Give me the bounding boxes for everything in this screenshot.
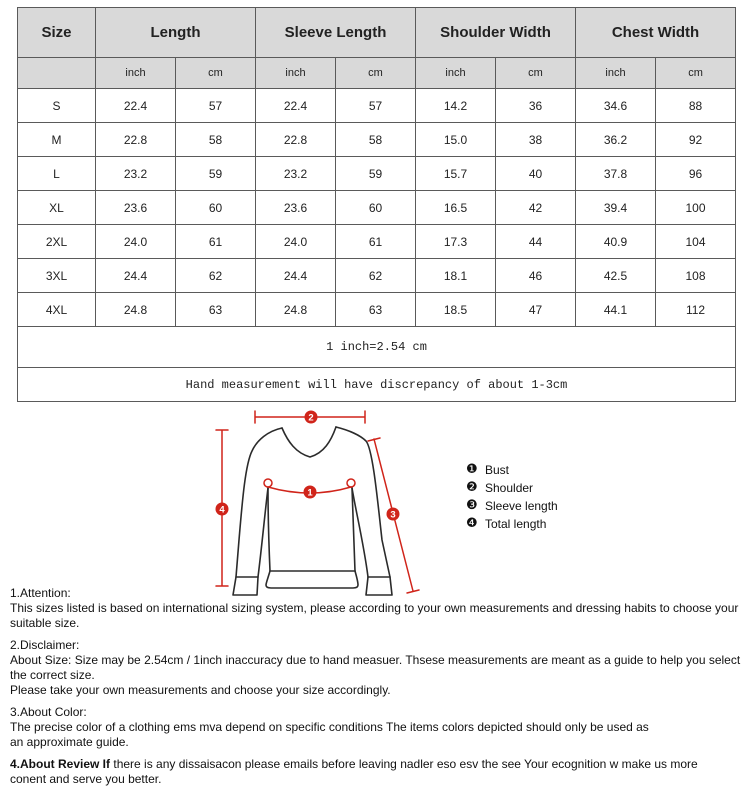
footnote-heading: 4.About Review If bbox=[10, 757, 111, 771]
cell: 39.4 bbox=[576, 191, 656, 225]
size-label: S bbox=[18, 89, 96, 123]
circled-2-icon: ❷ bbox=[466, 480, 478, 495]
cell: 23.6 bbox=[256, 191, 336, 225]
cell: 104 bbox=[656, 225, 736, 259]
legend-item-total-length bbox=[466, 515, 558, 533]
cell: 44.1 bbox=[576, 293, 656, 327]
cell: 92 bbox=[656, 123, 736, 157]
cell: 23.6 bbox=[96, 191, 176, 225]
footnote-heading: 2.Disclaimer: bbox=[10, 638, 80, 652]
table-row bbox=[18, 191, 736, 225]
size-label: 3XL bbox=[18, 259, 96, 293]
circled-4-icon: ❹ bbox=[466, 516, 478, 531]
legend-label: Total length bbox=[485, 517, 547, 531]
footnote-line: there is any dissaisacon please emails before leaving nadler eso esv the see Your ecognition w make us more bbox=[113, 757, 698, 771]
unit-header-empty bbox=[18, 58, 96, 89]
legend-item-shoulder bbox=[466, 479, 558, 497]
cell: 15.0 bbox=[416, 123, 496, 157]
cell: 23.2 bbox=[96, 157, 176, 191]
cell: 60 bbox=[176, 191, 256, 225]
size-label: XL bbox=[18, 191, 96, 225]
cell: 63 bbox=[336, 293, 416, 327]
table-row bbox=[18, 293, 736, 327]
footnote-heading: 1.Attention: bbox=[10, 586, 71, 600]
cell: 58 bbox=[176, 123, 256, 157]
unit-header-inch: inch bbox=[96, 58, 176, 89]
cell: 37.8 bbox=[576, 157, 656, 191]
cell: 44 bbox=[496, 225, 576, 259]
cell: 17.3 bbox=[416, 225, 496, 259]
legend-label: Sleeve length bbox=[485, 499, 558, 513]
footnote-line: conent and serve you better. bbox=[10, 772, 162, 786]
marker-sleeve-length: 3 bbox=[390, 509, 396, 521]
cell: 62 bbox=[336, 259, 416, 293]
size-label: M bbox=[18, 123, 96, 157]
marker-total-length: 4 bbox=[219, 504, 225, 516]
footnote-line bbox=[10, 757, 746, 772]
cell: 18.5 bbox=[416, 293, 496, 327]
cell: 46 bbox=[496, 259, 576, 293]
cell: 16.5 bbox=[416, 191, 496, 225]
cell: 22.8 bbox=[96, 123, 176, 157]
size-label: 4XL bbox=[18, 293, 96, 327]
legend-item-bust bbox=[466, 461, 558, 479]
cell: 14.2 bbox=[416, 89, 496, 123]
unit-header-cm: cm bbox=[496, 58, 576, 89]
cell: 22.4 bbox=[256, 89, 336, 123]
cell: 36.2 bbox=[576, 123, 656, 157]
cell: 47 bbox=[496, 293, 576, 327]
cell: 15.7 bbox=[416, 157, 496, 191]
unit-header-inch: inch bbox=[256, 58, 336, 89]
table-header-row bbox=[18, 8, 736, 58]
table-row bbox=[18, 259, 736, 293]
footnote-line: This sizes listed is based on international sizing system, please according to your own measurements and dressing habits to choose your suitable size. bbox=[10, 601, 739, 630]
cell: 58 bbox=[336, 123, 416, 157]
col-header-length: Length bbox=[96, 8, 256, 58]
legend-label: Bust bbox=[485, 463, 510, 477]
unit-header-cm: cm bbox=[336, 58, 416, 89]
cell: 24.8 bbox=[96, 293, 176, 327]
table-row bbox=[18, 89, 736, 123]
table-note-row bbox=[18, 368, 736, 402]
circled-1-icon: ❶ bbox=[466, 462, 478, 477]
cell: 24.0 bbox=[256, 225, 336, 259]
cell: 96 bbox=[656, 157, 736, 191]
footnote-line: an approximate guide. bbox=[10, 735, 129, 749]
cell: 24.0 bbox=[96, 225, 176, 259]
col-header-size: Size bbox=[18, 8, 96, 58]
footnote-about-review bbox=[10, 757, 746, 787]
unit-header-inch: inch bbox=[576, 58, 656, 89]
footnote-disclaimer bbox=[10, 638, 746, 698]
cell: 22.4 bbox=[96, 89, 176, 123]
footnote-line: Please take your own measurements and choose your size accordingly. bbox=[10, 683, 391, 697]
col-header-chest-width: Chest Width bbox=[576, 8, 736, 58]
sweater-diagram bbox=[190, 403, 470, 603]
cell: 42 bbox=[496, 191, 576, 225]
inch-conversion-note: 1 inch=2.54 cm bbox=[18, 327, 736, 368]
cell: 60 bbox=[336, 191, 416, 225]
cell: 57 bbox=[336, 89, 416, 123]
size-label: 2XL bbox=[18, 225, 96, 259]
cell: 100 bbox=[656, 191, 736, 225]
legend-label: Shoulder bbox=[485, 481, 534, 495]
circled-3-icon: ❸ bbox=[466, 498, 478, 513]
table-unit-row bbox=[18, 58, 736, 89]
hand-measurement-note: Hand measurement will have discrepancy of about 1-3cm bbox=[18, 368, 736, 402]
diagram-legend bbox=[466, 461, 558, 533]
cell: 24.4 bbox=[96, 259, 176, 293]
cell: 23.2 bbox=[256, 157, 336, 191]
col-header-sleeve-length: Sleeve Length bbox=[256, 8, 416, 58]
cell: 57 bbox=[176, 89, 256, 123]
cell: 108 bbox=[656, 259, 736, 293]
unit-header-cm: cm bbox=[176, 58, 256, 89]
footnote-line: The precise color of a clothing ems mva depend on specific conditions The items colors depicted should only be used as bbox=[10, 720, 649, 734]
cell: 112 bbox=[656, 293, 736, 327]
marker-bust: 1 bbox=[307, 487, 313, 499]
cell: 63 bbox=[176, 293, 256, 327]
table-row bbox=[18, 225, 736, 259]
cell: 59 bbox=[336, 157, 416, 191]
cell: 88 bbox=[656, 89, 736, 123]
cell: 34.6 bbox=[576, 89, 656, 123]
table-note-row bbox=[18, 327, 736, 368]
size-label: L bbox=[18, 157, 96, 191]
footnote-line: About Size: Size may be 2.54cm / 1inch inaccuracy due to hand measuer. Thsese measurements are meant as a guide to help you select the correct size. bbox=[10, 653, 741, 682]
cell: 36 bbox=[496, 89, 576, 123]
cell: 42.5 bbox=[576, 259, 656, 293]
footnote-about-color bbox=[10, 705, 746, 750]
cell: 61 bbox=[176, 225, 256, 259]
cell: 61 bbox=[336, 225, 416, 259]
cell: 22.8 bbox=[256, 123, 336, 157]
cell: 18.1 bbox=[416, 259, 496, 293]
cell: 38 bbox=[496, 123, 576, 157]
cell: 62 bbox=[176, 259, 256, 293]
measurement-diagram bbox=[0, 403, 750, 603]
footnote-attention bbox=[10, 586, 746, 631]
unit-header-cm: cm bbox=[656, 58, 736, 89]
cell: 24.4 bbox=[256, 259, 336, 293]
size-chart-table bbox=[17, 7, 736, 402]
cell: 40 bbox=[496, 157, 576, 191]
cell: 40.9 bbox=[576, 225, 656, 259]
col-header-shoulder-width: Shoulder Width bbox=[416, 8, 576, 58]
cell: 59 bbox=[176, 157, 256, 191]
cell: 24.8 bbox=[256, 293, 336, 327]
footnote-heading: 3.About Color: bbox=[10, 705, 87, 719]
footnotes bbox=[10, 586, 746, 794]
legend-item-sleeve-length bbox=[466, 497, 558, 515]
table-row bbox=[18, 123, 736, 157]
marker-shoulder: 2 bbox=[308, 412, 314, 424]
table-row bbox=[18, 157, 736, 191]
unit-header-inch: inch bbox=[416, 58, 496, 89]
